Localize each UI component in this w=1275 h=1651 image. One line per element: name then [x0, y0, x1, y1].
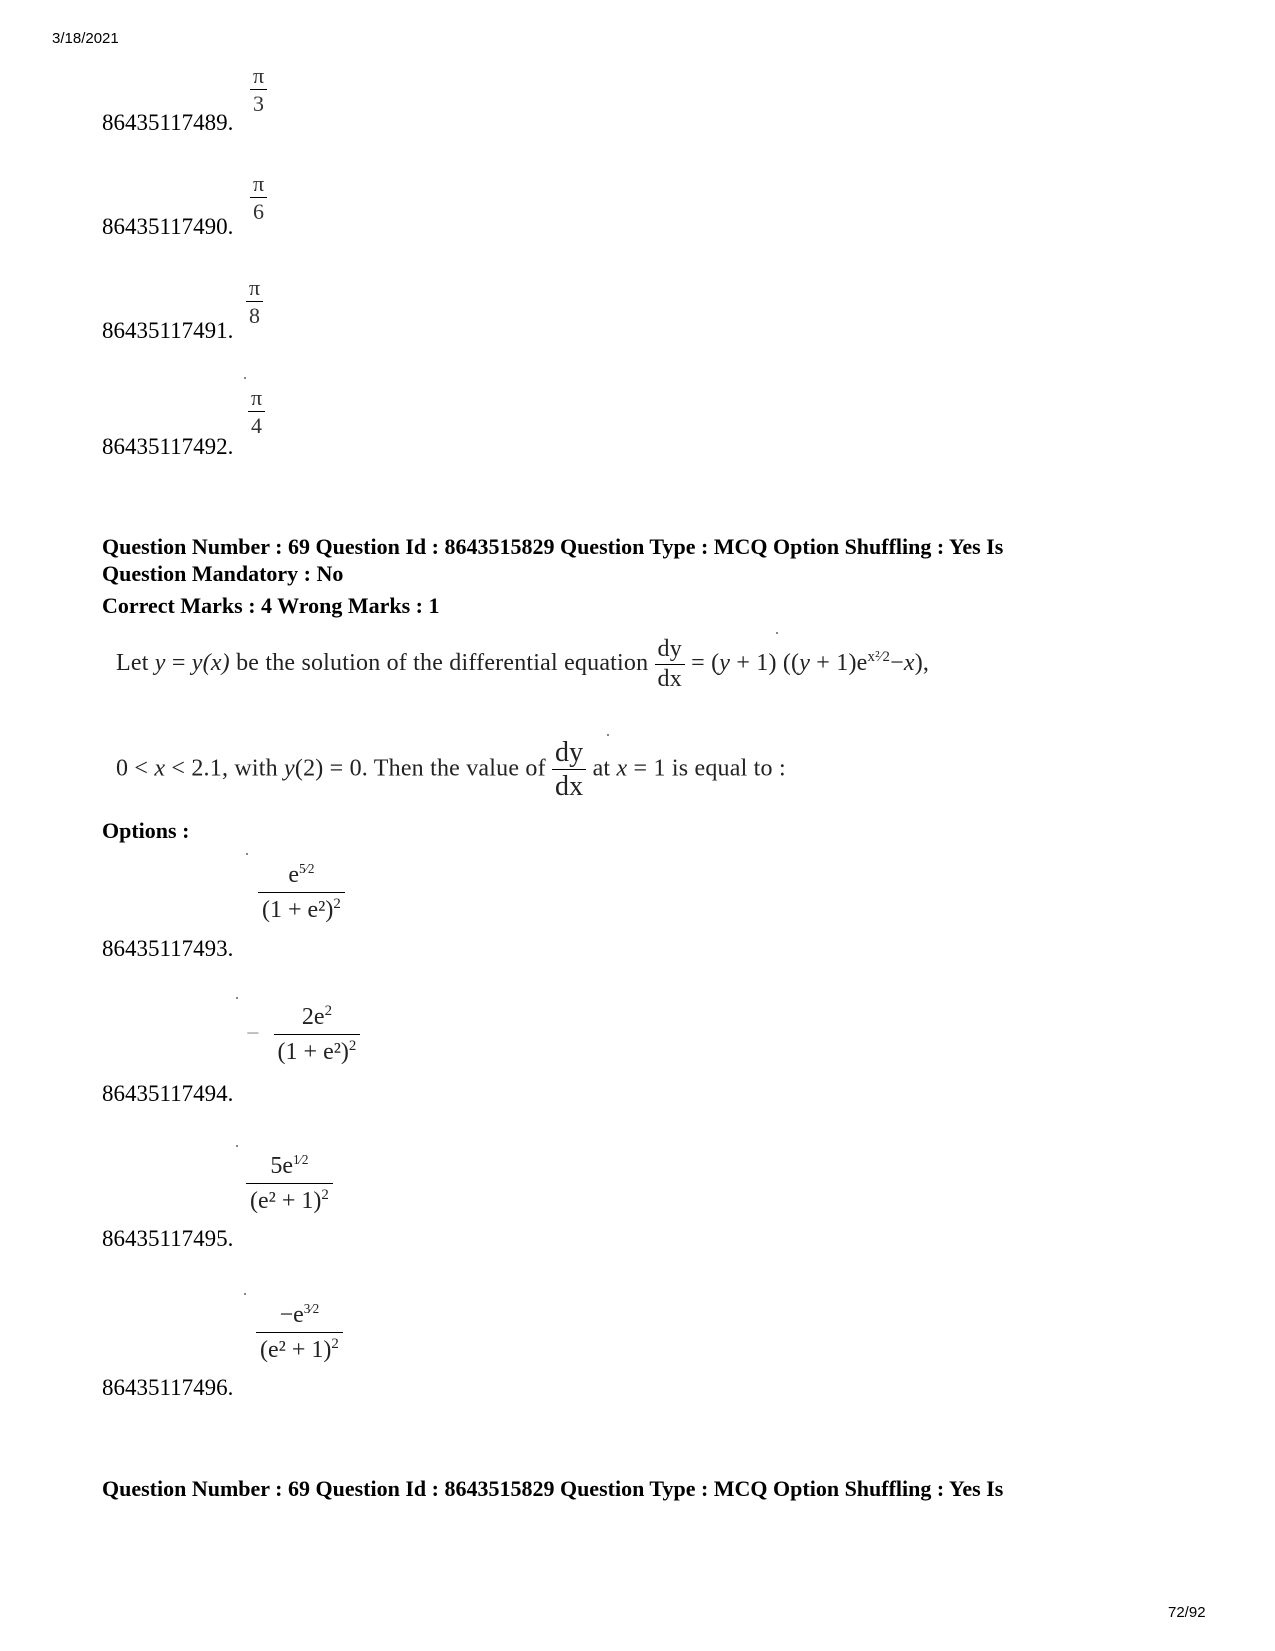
den-base: (1 + e²): [277, 1039, 349, 1066]
fraction-denominator: 3: [250, 89, 267, 115]
question-marks: Correct Marks : 4 Wrong Marks : 1: [102, 593, 440, 618]
stem-text: = 1 is equal to :: [627, 755, 786, 782]
stem-var: y: [154, 650, 166, 677]
stem-text: + 1)e: [810, 650, 868, 677]
option-id: 86435117494.: [102, 1081, 234, 1106]
den-base: (1 + e²): [262, 897, 334, 924]
stem-var: x: [903, 650, 915, 677]
option-fraction: [256, 1302, 343, 1363]
marker-dot: [236, 1145, 238, 1147]
exponent: 3⁄2: [303, 1301, 320, 1316]
options-label: Options :: [102, 818, 190, 843]
exponent: 5⁄2: [299, 861, 315, 876]
stem-text: (2) = 0. Then the value of: [294, 755, 552, 782]
fraction-denominator: [258, 892, 345, 923]
stem-var: y: [719, 650, 731, 677]
print-date: 3/18/2021: [52, 30, 119, 47]
option-fraction: [248, 386, 265, 437]
exponent: 2: [324, 1003, 332, 1019]
option-id: 86435117493.: [102, 936, 234, 961]
stem-var: y: [284, 755, 295, 782]
stem-text: at: [586, 755, 617, 782]
exponent: 2: [331, 1336, 339, 1353]
fraction-numerator: π: [253, 63, 265, 88]
stem-var: y(x): [191, 650, 230, 677]
stem-text: −: [890, 650, 904, 677]
option-fraction: [258, 862, 345, 923]
marker-dot: [244, 1293, 246, 1295]
question-mandatory: Question Mandatory : No: [102, 561, 344, 586]
exponent: 1⁄2: [293, 1152, 309, 1167]
option-id: 86435117495.: [102, 1226, 234, 1251]
exponent: 2: [333, 896, 341, 913]
fraction-numerator: π: [251, 385, 263, 410]
question-stem-line2: [116, 738, 786, 802]
marker-dot: [246, 853, 248, 855]
num-coefficient: 5e: [270, 1153, 294, 1179]
page-number: 72/92: [1168, 1604, 1206, 1621]
stem-text: be the solution of the differential equation: [229, 650, 655, 677]
stem-text: = (: [684, 650, 720, 677]
stem-var: y: [799, 650, 811, 677]
exponent: x²⁄2: [867, 649, 891, 666]
fraction-numerator: [278, 862, 324, 892]
option-id: 86435117491.: [102, 318, 234, 343]
option-fraction: [250, 172, 267, 223]
fraction-denominator: 8: [246, 301, 263, 327]
marker-dot: [776, 632, 778, 634]
den-base: (e² + 1): [250, 1188, 322, 1215]
marker-dot: [236, 997, 238, 999]
question-meta: Question Number : 69 Question Id : 8643515829 Question Type : MCQ Option Shuffling : Yes Is: [102, 534, 1004, 559]
exponent: 2: [348, 1038, 357, 1055]
stem-var: x: [154, 755, 166, 782]
fraction-denominator: 6: [250, 197, 267, 223]
fraction-numerator: [270, 1302, 330, 1332]
fraction-numerator: π: [249, 275, 261, 300]
num-coefficient: e: [288, 862, 300, 888]
fraction-numerator: [260, 1153, 318, 1183]
stem-text: ),: [914, 650, 930, 677]
option-fraction: [246, 276, 263, 327]
negative-sign: −: [246, 1021, 260, 1048]
option-id: 86435117489.: [102, 110, 234, 135]
stem-text: + 1) ((: [730, 650, 800, 677]
stem-text: Let: [116, 650, 155, 677]
fraction-denominator: dx: [655, 664, 685, 692]
fraction-numerator: π: [253, 171, 265, 196]
stem-text: 0 <: [116, 755, 155, 782]
fraction-denominator: 4: [248, 411, 265, 437]
num-coefficient: 2e: [301, 1004, 325, 1030]
next-question-meta: Question Number : 69 Question Id : 8643515829 Question Type : MCQ Option Shuffling : Yes Is: [102, 1476, 1004, 1501]
fraction-denominator: [256, 1332, 343, 1363]
exponent: 2: [321, 1187, 329, 1204]
fraction-numerator: dy: [657, 636, 682, 662]
den-base: (e² + 1): [260, 1337, 332, 1364]
option-id: 86435117490.: [102, 214, 234, 239]
derivative-fraction: [655, 637, 685, 692]
option-id: 86435117492.: [102, 434, 234, 459]
stem-var: x: [616, 755, 628, 782]
fraction-numerator: dy: [554, 737, 584, 768]
fraction-denominator: [246, 1183, 333, 1214]
fraction-numerator: [292, 1004, 342, 1034]
option-id: 86435117496.: [102, 1375, 234, 1400]
option-fraction: [250, 64, 267, 115]
stem-text: < 2.1, with: [165, 755, 285, 782]
marker-dot: [607, 734, 609, 736]
marker-dot: [244, 377, 246, 379]
stem-text: =: [165, 650, 192, 677]
fraction-denominator: dx: [552, 769, 586, 801]
num-coefficient: −e: [279, 1302, 304, 1328]
option-fraction: [246, 1153, 333, 1214]
question-stem-line1: [116, 637, 929, 692]
fraction-denominator: [274, 1034, 361, 1065]
option-fraction: [246, 1004, 360, 1065]
derivative-fraction: [552, 738, 586, 802]
